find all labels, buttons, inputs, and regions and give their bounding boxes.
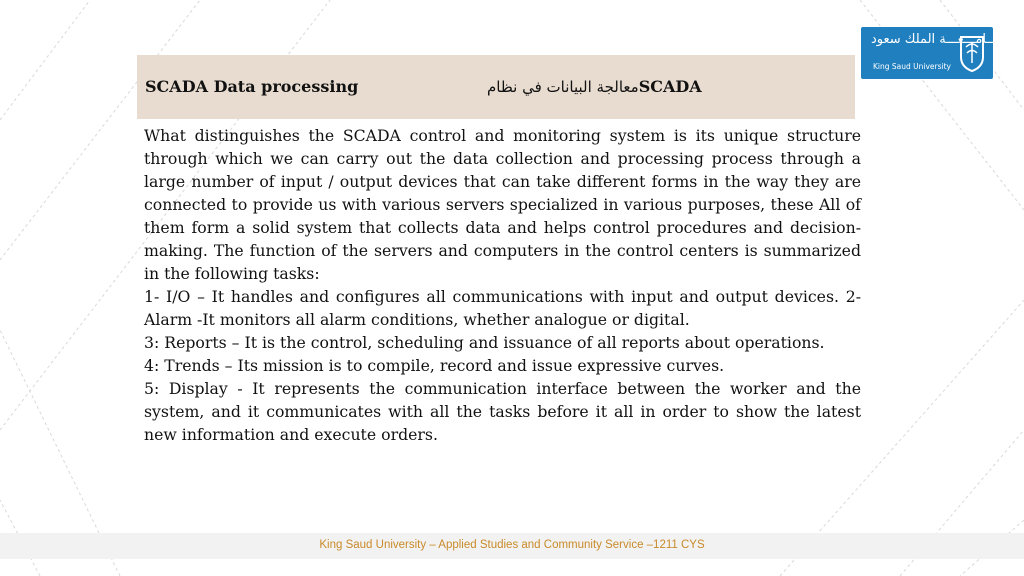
paragraph-reports: 3: Reports – It is the control, scheduling and issuance of all reports about operations.: [144, 333, 825, 352]
paragraph-intro: What distinguishes the SCADA control and monitoring system is its unique structure through which we can carry out the data collection and processing process through a large number of input / output devices that can take different forms in the way they are connected to provide us with various servers specialized in various purposes, these All of them form a solid system that collects data and helps control procedures and decision-making. The function of the servers and computers in the control centers is summarized in the following tasks:: [144, 126, 861, 283]
header-title-arabic: [487, 77, 702, 96]
header-band: [137, 55, 855, 119]
palm-emblem-icon: [957, 33, 987, 73]
paragraph-trends: 4: Trends – Its mission is to compile, record and issue expressive curves.: [144, 356, 725, 375]
header-title-english: SCADA Data processing: [145, 77, 359, 96]
header-title-arabic-text: معالجة البيانات في نظام: [487, 78, 639, 96]
logo-arabic-name: جـــامـــعـــة الملك سعود: [871, 32, 1006, 47]
logo-english-name: King Saud University: [873, 62, 951, 71]
body-text: [144, 124, 861, 446]
footer-text: King Saud University – Applied Studies and Community Service –1211 CYS: [319, 539, 705, 551]
paragraph-io-alarm: 1- I/O – It handles and configures all communications with input and output devices. 2- Alarm -It monitors all alarm conditions, whether analogue or digital.: [144, 287, 861, 329]
university-logo: [861, 27, 1006, 79]
footer-band: [0, 533, 1024, 559]
paragraph-display: 5: Display - It represents the communication interface between the worker and the system, and it communicates with all the tasks before it all in order to show the latest new information and execute orders.: [144, 379, 861, 444]
header-title-scada: SCADA: [638, 77, 702, 96]
